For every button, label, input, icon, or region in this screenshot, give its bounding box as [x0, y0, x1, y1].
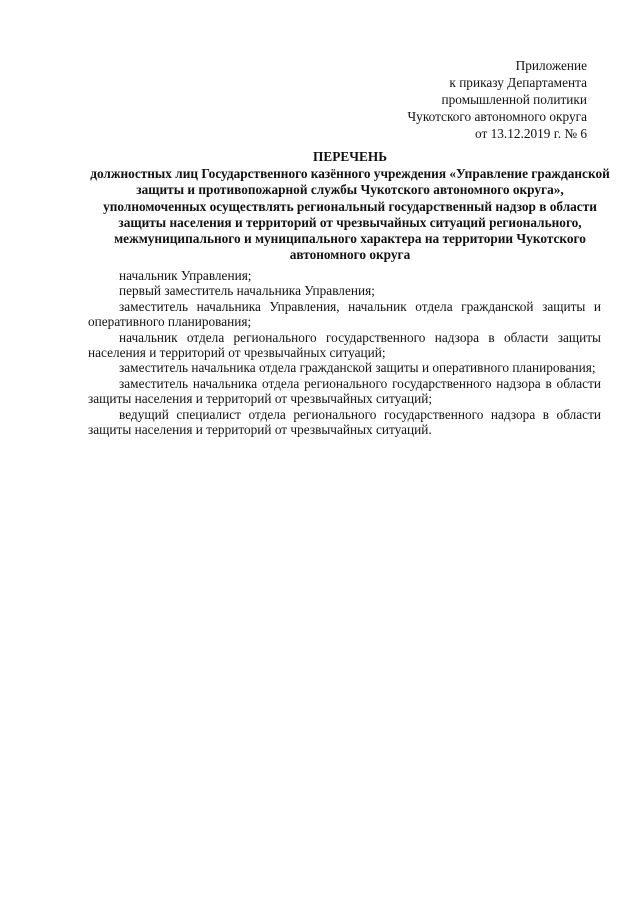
appendix-line: Приложение [515, 58, 587, 73]
list-item: заместитель начальника отдела регионального государственного надзора в области защиты населения и территорий от чрезвычайных ситуаций; [88, 375, 601, 407]
title-line: автономного округа [289, 247, 411, 263]
title-line: должностных лиц Государственного казённого учреждения «Управление гражданской [90, 166, 610, 182]
list-item: заместитель начальника Управления, начальник отдела гражданской защиты и оперативного планирования; [88, 298, 601, 330]
appendix-date-line: от 13.12.2019 г. № 6 [474, 126, 587, 141]
list-item: начальник Управления; [119, 268, 252, 283]
appendix-line: промышленной политики [441, 92, 587, 107]
list-item: заместитель начальника отдела гражданской защиты и оперативного планирования; [119, 360, 596, 376]
title-heading: ПЕРЕЧЕНЬ [313, 149, 387, 164]
list-item: ведущий специалист отдела регионального государственного надзора в области защиты населения и территорий от чрезвычайных ситуаций. [88, 406, 601, 438]
positions-list [88, 268, 601, 437]
title-line: уполномоченных осуществлять региональный государственный надзор в области [103, 198, 597, 214]
list-item: первый заместитель начальника Управления; [119, 283, 375, 299]
document-title [88, 149, 612, 263]
title-line: защиты населения и территорий от чрезвычайных ситуаций регионального, [118, 214, 582, 230]
appendix-block [347, 57, 587, 142]
appendix-line: Чукотского автономного округа [407, 109, 587, 124]
title-line: межмуниципального и муниципального характера на территории Чукотского [114, 231, 586, 247]
list-item: начальник отдела регионального государственного надзора в области защиты населения и территорий от чрезвычайных ситуаций; [88, 329, 601, 361]
appendix-line: к приказу Департамента [449, 75, 587, 90]
title-line: защиты и противопожарной службы Чукотского автономного округа», [136, 182, 564, 198]
